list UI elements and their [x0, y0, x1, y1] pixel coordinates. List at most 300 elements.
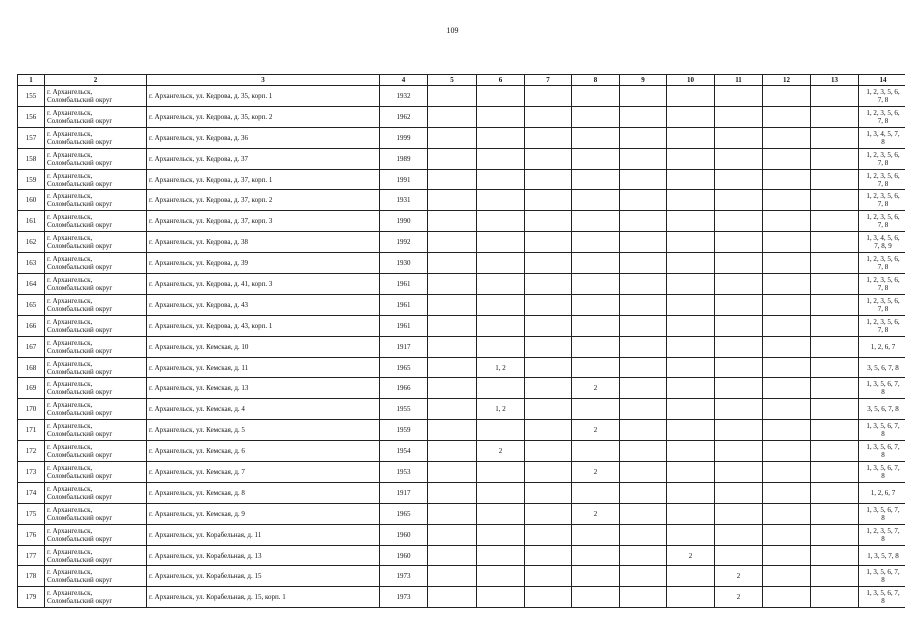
col-10-cell: [667, 169, 715, 190]
col-11-cell: 2: [715, 587, 763, 608]
district-line-1: г. Архангельск,: [47, 401, 93, 410]
column-header-12: 12: [763, 75, 811, 86]
address-cell: г. Архангельск, ул. Кемская, д. 8: [147, 482, 380, 503]
col-14-line-1: 1, 3, 5, 6, 7,: [866, 380, 900, 389]
col-13-cell: [811, 127, 859, 148]
column-header-7: 7: [525, 75, 572, 86]
col-6-cell: [477, 545, 525, 566]
address-cell: г. Архангельск, ул. Кедрова, д. 35, корп. 1: [147, 86, 380, 107]
col-14-line-1: 1, 3, 5, 6, 7,: [866, 443, 900, 452]
col-6-cell: [477, 378, 525, 399]
district-cell: [45, 294, 147, 315]
district-line-1: г. Архангельск,: [47, 463, 93, 472]
column-header-14: 14: [859, 75, 905, 86]
col-6-cell: [477, 503, 525, 524]
col-12-cell: [763, 86, 811, 107]
col-9-cell: [620, 399, 667, 420]
year-cell: 1917: [380, 482, 428, 503]
col-6-cell: [477, 106, 525, 127]
col-9-cell: [620, 482, 667, 503]
col-10-cell: [667, 106, 715, 127]
row-number: 169: [18, 378, 45, 399]
col-11-cell: [715, 232, 763, 253]
col-8-cell: [572, 232, 620, 253]
year-cell: 1992: [380, 232, 428, 253]
district-line-1: г. Архангельск,: [47, 129, 93, 138]
col-6-cell: [477, 169, 525, 190]
col-13-cell: [811, 86, 859, 107]
col-9-cell: [620, 357, 667, 378]
col-5-cell: [428, 253, 477, 274]
col-12-cell: [763, 566, 811, 587]
col-13-cell: [811, 211, 859, 232]
year-cell: 1953: [380, 462, 428, 483]
col-14-line-2: 7, 8, 9: [874, 242, 892, 251]
col-13-cell: [811, 106, 859, 127]
col-10-cell: [667, 399, 715, 420]
col-14-line-1: 1, 2, 3, 5, 6,: [866, 108, 900, 117]
col-5-cell: [428, 462, 477, 483]
col-14-cell: [859, 587, 905, 608]
district-line-2: Соломбальский округ: [47, 576, 113, 585]
year-cell: 1999: [380, 127, 428, 148]
col-9-cell: [620, 420, 667, 441]
district-cell: [45, 462, 147, 483]
address-cell: г. Архангельск, ул. Кедрова, д. 36: [147, 127, 380, 148]
col-10-cell: [667, 253, 715, 274]
district-cell: [45, 503, 147, 524]
col-5-cell: [428, 503, 477, 524]
col-13-cell: [811, 274, 859, 295]
col-11-cell: [715, 253, 763, 274]
year-cell: 1960: [380, 524, 428, 545]
row-number: 167: [18, 336, 45, 357]
year-cell: 1973: [380, 566, 428, 587]
col-11-cell: [715, 503, 763, 524]
table-body: [18, 86, 905, 608]
col-14-cell: [859, 127, 905, 148]
col-9-cell: [620, 524, 667, 545]
row-number: 179: [18, 587, 45, 608]
col-14-line-2: 7, 8: [877, 95, 889, 104]
col-13-cell: [811, 420, 859, 441]
district-line-1: г. Архангельск,: [47, 547, 93, 556]
col-14-line-1: 1, 3, 4, 5, 7,: [866, 129, 900, 138]
col-7-cell: [525, 462, 572, 483]
col-11-cell: [715, 190, 763, 211]
col-7-cell: [525, 190, 572, 211]
col-9-cell: [620, 566, 667, 587]
col-12-cell: [763, 127, 811, 148]
col-12-cell: [763, 190, 811, 211]
col-14-cell: [859, 420, 905, 441]
district-line-2: Соломбальский округ: [47, 325, 113, 334]
table-row: [18, 127, 905, 148]
column-header-2: 2: [45, 75, 147, 86]
table-row: [18, 357, 905, 378]
col-6-cell: [477, 253, 525, 274]
col-12-cell: [763, 336, 811, 357]
col-11-cell: [715, 315, 763, 336]
col-5-cell: [428, 336, 477, 357]
col-6-cell: [477, 127, 525, 148]
year-cell: 1959: [380, 420, 428, 441]
district-line-1: г. Архангельск,: [47, 255, 93, 264]
col-8-cell: 2: [572, 462, 620, 483]
district-line-1: г. Архангельск,: [47, 317, 93, 326]
district-cell: [45, 441, 147, 462]
col-12-cell: [763, 420, 811, 441]
col-14-line-1: 1, 3, 5, 6, 7,: [866, 505, 900, 514]
col-14-line-1: 1, 2, 3, 5, 6,: [866, 275, 900, 284]
row-number: 164: [18, 274, 45, 295]
col-14-line-1: 1, 3, 5, 7, 8: [867, 551, 899, 560]
col-10-cell: [667, 127, 715, 148]
district-cell: [45, 545, 147, 566]
col-11-cell: [715, 211, 763, 232]
address-cell: г. Архангельск, ул. Кедрова, д. 37, корп. 3: [147, 211, 380, 232]
year-cell: 1990: [380, 211, 428, 232]
year-cell: 1965: [380, 503, 428, 524]
col-8-cell: [572, 169, 620, 190]
col-13-cell: [811, 524, 859, 545]
col-14-cell: [859, 148, 905, 169]
col-12-cell: [763, 587, 811, 608]
col-7-cell: [525, 482, 572, 503]
col-10-cell: [667, 462, 715, 483]
col-14-line-2: 8: [881, 471, 885, 480]
col-14-line-2: 8: [881, 534, 885, 543]
address-cell: г. Архангельск, ул. Кемская, д. 13: [147, 378, 380, 399]
col-14-line-2: 8: [881, 388, 885, 397]
col-14-line-2: 8: [881, 576, 885, 585]
col-6-cell: [477, 462, 525, 483]
district-line-2: Соломбальский округ: [47, 409, 113, 418]
col-9-cell: [620, 441, 667, 462]
col-5-cell: [428, 378, 477, 399]
col-13-cell: [811, 148, 859, 169]
district-line-1: г. Архангельск,: [47, 275, 93, 284]
table-row: [18, 420, 905, 441]
column-header-4: 4: [380, 75, 428, 86]
district-line-1: г. Архангельск,: [47, 484, 93, 493]
col-14-line-1: 1, 2, 3, 5, 6,: [866, 171, 900, 180]
col-12-cell: [763, 253, 811, 274]
col-12-cell: [763, 399, 811, 420]
col-6-cell: [477, 336, 525, 357]
address-cell: г. Архангельск, ул. Кедрова, д. 37, корп. 2: [147, 190, 380, 211]
col-13-cell: [811, 462, 859, 483]
col-6-cell: 1, 2: [477, 357, 525, 378]
col-13-cell: [811, 566, 859, 587]
col-9-cell: [620, 378, 667, 399]
col-5-cell: [428, 587, 477, 608]
col-14-cell: [859, 211, 905, 232]
address-cell: г. Архангельск, ул. Кедрова, д. 43, корп. 1: [147, 315, 380, 336]
col-6-cell: [477, 482, 525, 503]
col-9-cell: [620, 211, 667, 232]
col-8-cell: [572, 399, 620, 420]
col-10-cell: [667, 148, 715, 169]
address-cell: г. Архангельск, ул. Кемская, д. 10: [147, 336, 380, 357]
address-cell: г. Архангельск, ул. Кемская, д. 4: [147, 399, 380, 420]
row-number: 174: [18, 482, 45, 503]
col-14-line-2: 7, 8: [877, 263, 889, 272]
col-7-cell: [525, 378, 572, 399]
col-14-line-2: 8: [881, 137, 885, 146]
col-7-cell: [525, 545, 572, 566]
col-12-cell: [763, 148, 811, 169]
table-row: [18, 294, 905, 315]
row-number: 176: [18, 524, 45, 545]
col-10-cell: [667, 524, 715, 545]
address-cell: г. Архангельск, ул. Кедрова, д. 35, корп. 2: [147, 106, 380, 127]
col-10-cell: [667, 441, 715, 462]
district-line-2: Соломбальский округ: [47, 471, 113, 480]
col-7-cell: [525, 211, 572, 232]
col-7-cell: [525, 336, 572, 357]
col-13-cell: [811, 545, 859, 566]
district-cell: [45, 253, 147, 274]
col-14-line-2: 7, 8: [877, 200, 889, 209]
col-8-cell: [572, 86, 620, 107]
district-line-2: Соломбальский округ: [47, 451, 113, 460]
col-9-cell: [620, 336, 667, 357]
district-line-2: Соломбальский округ: [47, 137, 113, 146]
district-line-2: Соломбальский округ: [47, 221, 113, 230]
col-13-cell: [811, 315, 859, 336]
district-line-1: г. Архангельск,: [47, 108, 93, 117]
col-12-cell: [763, 294, 811, 315]
district-cell: [45, 148, 147, 169]
row-number: 168: [18, 357, 45, 378]
table-row: [18, 482, 905, 503]
district-line-1: г. Архангельск,: [47, 213, 93, 222]
col-5-cell: [428, 524, 477, 545]
col-5-cell: [428, 106, 477, 127]
year-cell: 1961: [380, 294, 428, 315]
district-line-1: г. Архангельск,: [47, 87, 93, 96]
district-cell: [45, 524, 147, 545]
col-9-cell: [620, 274, 667, 295]
district-line-1: г. Архангельск,: [47, 443, 93, 452]
col-7-cell: [525, 274, 572, 295]
col-5-cell: [428, 169, 477, 190]
col-8-cell: [572, 587, 620, 608]
col-10-cell: [667, 482, 715, 503]
col-8-cell: [572, 106, 620, 127]
col-9-cell: [620, 106, 667, 127]
district-line-1: г. Архангельск,: [47, 422, 93, 431]
col-7-cell: [525, 587, 572, 608]
col-7-cell: [525, 420, 572, 441]
col-10-cell: [667, 274, 715, 295]
district-line-2: Соломбальский округ: [47, 534, 113, 543]
col-11-cell: [715, 378, 763, 399]
col-9-cell: [620, 148, 667, 169]
table-row: [18, 315, 905, 336]
col-8-cell: [572, 315, 620, 336]
table-row: [18, 253, 905, 274]
year-cell: 1930: [380, 253, 428, 274]
table-row: [18, 336, 905, 357]
col-6-cell: [477, 274, 525, 295]
col-14-cell: [859, 357, 905, 378]
column-header-3: 3: [147, 75, 380, 86]
col-14-line-1: 1, 2, 6, 7: [870, 342, 896, 351]
col-6-cell: [477, 420, 525, 441]
column-header-5: 5: [428, 75, 477, 86]
col-13-cell: [811, 190, 859, 211]
col-13-cell: [811, 357, 859, 378]
district-cell: [45, 378, 147, 399]
housing-registry-table: [17, 74, 905, 608]
district-line-1: г. Архангельск,: [47, 568, 93, 577]
col-7-cell: [525, 441, 572, 462]
address-cell: г. Архангельск, ул. Корабельная, д. 11: [147, 524, 380, 545]
district-cell: [45, 274, 147, 295]
district-cell: [45, 336, 147, 357]
district-line-2: Соломбальский округ: [47, 346, 113, 355]
col-14-line-2: 8: [881, 513, 885, 522]
col-10-cell: [667, 190, 715, 211]
col-10-cell: [667, 336, 715, 357]
row-number: 166: [18, 315, 45, 336]
col-11-cell: [715, 545, 763, 566]
col-8-cell: [572, 127, 620, 148]
col-9-cell: [620, 315, 667, 336]
col-6-cell: [477, 587, 525, 608]
district-cell: [45, 566, 147, 587]
column-header-9: 9: [620, 75, 667, 86]
year-cell: 1954: [380, 441, 428, 462]
col-6-cell: 1, 2: [477, 399, 525, 420]
district-line-1: г. Архангельск,: [47, 192, 93, 201]
col-14-cell: [859, 503, 905, 524]
district-cell: [45, 86, 147, 107]
col-10-cell: [667, 566, 715, 587]
col-7-cell: [525, 294, 572, 315]
address-cell: г. Архангельск, ул. Корабельная, д. 13: [147, 545, 380, 566]
col-6-cell: [477, 211, 525, 232]
col-14-line-2: 7, 8: [877, 325, 889, 334]
row-number: 155: [18, 86, 45, 107]
row-number: 165: [18, 294, 45, 315]
col-14-line-1: 1, 3, 5, 6, 7,: [866, 589, 900, 598]
col-7-cell: [525, 106, 572, 127]
col-8-cell: [572, 211, 620, 232]
column-header-10: 10: [667, 75, 715, 86]
col-14-cell: [859, 86, 905, 107]
col-7-cell: [525, 524, 572, 545]
year-cell: 1965: [380, 357, 428, 378]
col-6-cell: 2: [477, 441, 525, 462]
district-line-2: Соломбальский округ: [47, 263, 113, 272]
col-10-cell: [667, 86, 715, 107]
col-8-cell: [572, 441, 620, 462]
district-line-2: Соломбальский округ: [47, 430, 113, 439]
address-cell: г. Архангельск, ул. Кедрова, д. 43: [147, 294, 380, 315]
col-8-cell: [572, 357, 620, 378]
col-14-line-2: 8: [881, 430, 885, 439]
col-7-cell: [525, 399, 572, 420]
col-14-line-1: 1, 3, 5, 6, 7,: [866, 422, 900, 431]
district-line-1: г. Архангельск,: [47, 526, 93, 535]
col-10-cell: [667, 357, 715, 378]
col-11-cell: [715, 127, 763, 148]
address-cell: г. Архангельск, ул. Корабельная, д. 15: [147, 566, 380, 587]
col-12-cell: [763, 441, 811, 462]
col-5-cell: [428, 315, 477, 336]
col-12-cell: [763, 169, 811, 190]
col-10-cell: 2: [667, 545, 715, 566]
col-10-cell: [667, 294, 715, 315]
district-line-2: Соломбальский округ: [47, 597, 113, 606]
col-12-cell: [763, 274, 811, 295]
year-cell: 1989: [380, 148, 428, 169]
row-number: 162: [18, 232, 45, 253]
col-14-line-2: 7, 8: [877, 304, 889, 313]
col-5-cell: [428, 441, 477, 462]
table-row: [18, 190, 905, 211]
col-11-cell: [715, 420, 763, 441]
row-number: 163: [18, 253, 45, 274]
year-cell: 1955: [380, 399, 428, 420]
district-line-1: г. Архангельск,: [47, 589, 93, 598]
col-14-cell: [859, 462, 905, 483]
table-row: [18, 211, 905, 232]
district-line-2: Соломбальский округ: [47, 116, 113, 125]
table-row: [18, 441, 905, 462]
row-number: 159: [18, 169, 45, 190]
col-11-cell: [715, 148, 763, 169]
col-11-cell: 2: [715, 566, 763, 587]
col-11-cell: [715, 399, 763, 420]
address-cell: г. Архангельск, ул. Кедрова, д. 37: [147, 148, 380, 169]
year-cell: 1966: [380, 378, 428, 399]
col-8-cell: [572, 545, 620, 566]
col-13-cell: [811, 232, 859, 253]
table-row: [18, 503, 905, 524]
col-5-cell: [428, 420, 477, 441]
col-13-cell: [811, 169, 859, 190]
col-9-cell: [620, 587, 667, 608]
table-row: [18, 545, 905, 566]
col-11-cell: [715, 441, 763, 462]
col-5-cell: [428, 357, 477, 378]
table-row: [18, 462, 905, 483]
col-8-cell: [572, 524, 620, 545]
district-line-2: Соломбальский округ: [47, 95, 113, 104]
district-line-2: Соломбальский округ: [47, 513, 113, 522]
col-14-line-2: 7, 8: [877, 158, 889, 167]
col-14-cell: [859, 441, 905, 462]
table-row: [18, 378, 905, 399]
address-cell: г. Архангельск, ул. Кемская, д. 11: [147, 357, 380, 378]
col-14-line-1: 1, 3, 5, 6, 7,: [866, 568, 900, 577]
col-11-cell: [715, 169, 763, 190]
district-line-2: Соломбальский округ: [47, 158, 113, 167]
district-cell: [45, 357, 147, 378]
col-12-cell: [763, 524, 811, 545]
district-cell: [45, 420, 147, 441]
district-cell: [45, 211, 147, 232]
col-7-cell: [525, 253, 572, 274]
col-14-cell: [859, 232, 905, 253]
col-10-cell: [667, 587, 715, 608]
col-8-cell: [572, 336, 620, 357]
col-5-cell: [428, 274, 477, 295]
